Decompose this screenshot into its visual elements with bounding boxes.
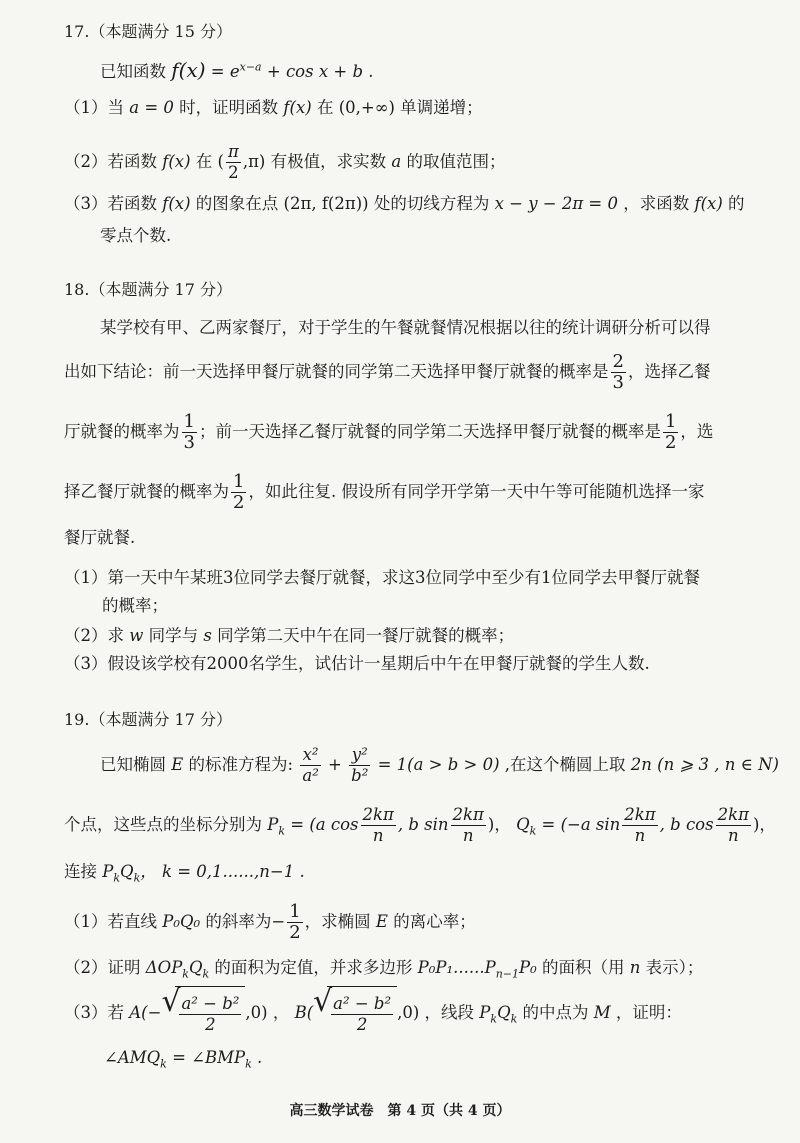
q19-p3-A: A(− bbox=[129, 1003, 162, 1022]
q19-p3-sqrt-a: √ $\frac{\text{a² − b²}}{2}$ bbox=[161, 986, 245, 1041]
q18-para4-text-a: 择乙餐厅就餐的概率为 bbox=[64, 482, 229, 501]
q19-intro: 已知椭圆 E 的标准方程为: $\frac{\text{x²}}{\text{a²}}$ + $\frac{\text{y²}}{\text{b²}}$ = 1(a > b > 0) ,在这个椭圆上取 2n (n ⩾ 3 , n ∈ N) bbox=[100, 745, 779, 785]
q17-p1-fx: f(x) bbox=[283, 98, 312, 117]
q17-p3-tangent: x − y − 2π = 0 bbox=[494, 194, 618, 213]
q17-p2-text-b: 在 bbox=[195, 152, 213, 171]
q19-frac-2kpi-n-d: $\frac{2k\pi}{n}$ bbox=[717, 805, 749, 845]
q17-part3-line2: 零点个数. bbox=[100, 226, 172, 245]
q19-k-range: ， k = 0,1......,n−1 . bbox=[140, 862, 305, 881]
q19-line2-text: 个点，这些点的坐标分别为 bbox=[64, 815, 262, 834]
q19-ellipse-rhs: = 1(a > b > 0) bbox=[372, 755, 500, 774]
q18-para5: 餐厅就餐. bbox=[64, 528, 136, 547]
q17-p1-a0: a = 0 bbox=[129, 98, 174, 117]
q19-frac-2kpi-n-b: $\frac{2k\pi}{n}$ bbox=[452, 805, 484, 845]
q19-PkQk: $P_kQ_k$ bbox=[102, 862, 141, 885]
q18-para4 bbox=[64, 466, 704, 518]
q17-fx: f(x) bbox=[171, 58, 206, 82]
q18-header: 18.（本题满分 17 分） bbox=[64, 280, 232, 299]
q17-intro-text: 已知函数 bbox=[100, 62, 166, 81]
q17-p2-a: a bbox=[391, 152, 402, 171]
q17-p2-text-d: 的取值范围； bbox=[406, 152, 506, 171]
q17-p3-fx: f(x) bbox=[162, 194, 191, 213]
q17-p3-text-b: 的图象在点 bbox=[195, 194, 279, 213]
q18-para3-text-c: ，选 bbox=[680, 422, 714, 441]
q17-p2-interval-end: ,π) bbox=[242, 152, 266, 171]
q18-part3: （3）假设该学校有2000名学生，试估计一星期后中午在甲餐厅就餐的学生人数. bbox=[64, 654, 650, 673]
q19-p3-text-c: 的中点为 bbox=[522, 1003, 589, 1022]
q18-frac-1-3: $\frac{1}{3}$ bbox=[183, 411, 195, 453]
q18-p2-text-c: 同学第二天中午在同一餐厅就餐的概率； bbox=[217, 626, 515, 645]
q17-part1 bbox=[64, 96, 483, 120]
q19-p1-E: E bbox=[375, 912, 388, 931]
q19-p3-text-a: （3）若 bbox=[64, 1003, 124, 1022]
q17-p3-text-d: ，求函数 bbox=[623, 194, 690, 213]
q18-part1-line2: 的概率； bbox=[102, 596, 168, 615]
q19-p2-text-b: 的面积为定值，并求多边形 bbox=[214, 958, 413, 977]
q18-part1: （1）第一天中午某班3位同学去餐厅就餐，求这3位同学中至少有1位同学去甲餐厅就餐 bbox=[64, 568, 700, 587]
q18-para2 bbox=[64, 346, 710, 398]
q19-frac-1-2: $\frac{1}{2}$ bbox=[289, 901, 301, 943]
q18-para1: 某学校有甲、乙两家餐厅，对于学生的午餐就餐情况根据以往的统计调研分析可以得 bbox=[100, 318, 711, 337]
page-footer: 高三数学试卷 第 4 页（共 4 页） bbox=[289, 1103, 511, 1119]
q18-para3 bbox=[64, 406, 713, 458]
q18-para3-text-a: 厅就餐的概率为 bbox=[64, 422, 180, 441]
q19-Qk: $Q_k$ bbox=[516, 815, 537, 838]
q17-p3-text-e: 的 bbox=[728, 194, 745, 213]
q18-para4-text-b: ，如此往复. 假设所有同学开学第一天中午等可能随机选择一家 bbox=[248, 482, 705, 501]
q19-intro-text-c: ,在这个椭圆上取 bbox=[504, 755, 626, 774]
q17-p3-point: (2π, f(2π)) bbox=[283, 194, 369, 213]
q18-para3-text-b: ；前一天选择乙餐厅就餐的同学第二天选择甲餐厅就餐的概率是 bbox=[198, 422, 661, 441]
q19-p2-triangle: $\Delta OP_kQ_k$ bbox=[145, 958, 210, 981]
q17-p3-text-a: （3）若函数 bbox=[64, 194, 157, 213]
q17-p2-text-a: （2）若函数 bbox=[64, 152, 157, 171]
q19-part2 bbox=[64, 956, 703, 980]
q17-eq: = $e^{x-a} + \cos x + b$ . bbox=[210, 60, 374, 81]
q17-intro bbox=[100, 58, 374, 84]
q19-p3-sqrt-b: √ $\frac{\text{a² − b²}}{2}$ bbox=[313, 986, 397, 1041]
q19-p3-M: M bbox=[593, 1003, 611, 1022]
q19-p3-B: B( bbox=[294, 1003, 314, 1022]
q19-part3: （3）若 A(− √ $\frac{\text{a² − b²}}{2}$ ,0) ， B( √ $\frac{\text{a² − b²}}{2}$ ,0) ，线段 $P_kQ_k$ 的中点为 M ，证明： bbox=[64, 986, 682, 1041]
q17-part2: （2）若函数 f(x) 在 ( $\frac{\pi}{2}$ ,π) 有极值，求实数 a 的取值范围； bbox=[64, 142, 506, 182]
q19-header: 19.（本题满分 17 分） bbox=[64, 710, 232, 729]
q18-part2 bbox=[64, 624, 514, 648]
q18-p2-s: s bbox=[203, 626, 212, 645]
q19-frac-y2-b2: $\frac{\text{y²}}{\text{b²}}$ bbox=[351, 745, 369, 785]
q19-p3-PkQk: $P_kQ_k$ bbox=[479, 1003, 518, 1026]
q19-line3 bbox=[64, 860, 305, 884]
q19-Pk: $P_k$ bbox=[267, 815, 286, 838]
q17-p1-text-d: 单调递增； bbox=[400, 98, 483, 117]
q19-p2-text-c: 的面积（用 bbox=[541, 958, 625, 977]
q19-p3-text-d: ，证明： bbox=[615, 1003, 682, 1022]
q19-frac-2kpi-n-c: $\frac{2k\pi}{n}$ bbox=[624, 805, 656, 845]
q19-p1-text-c: ，求椭圆 bbox=[304, 912, 371, 931]
q17-p1-text-c: 在 bbox=[316, 98, 334, 117]
q19-p2-text-d: 表示）； bbox=[645, 958, 704, 977]
q18-frac-2-3: $\frac{2}{3}$ bbox=[612, 351, 624, 393]
q19-E: E bbox=[171, 755, 184, 774]
q17-p1-text-a: （1）当 bbox=[64, 98, 124, 117]
q19-final-equation: $\angle AMQ_k$ = $\angle BMP_k$ . bbox=[104, 1048, 263, 1071]
q18-para2-text-b: ，选择乙餐 bbox=[627, 362, 711, 381]
q19-line2: 个点，这些点的坐标分别为 $P_k = (a$ cos $\frac{2k\pi}{n}$ , b sin $\frac{2k\pi}{n}$ )， $Q_k = (-a$ sin $\frac{2k\pi}{n}$ , b cos $\frac{2k\pi}{n}$ )， bbox=[64, 805, 776, 845]
q18-para2-text-a: 出如下结论：前一天选择甲餐厅就餐的同学第二天选择甲餐厅就餐的概率是 bbox=[64, 362, 609, 381]
q18-p2-text-a: （2）求 bbox=[64, 626, 124, 645]
q19-part1: （1）若直线 P₀Q₀ 的斜率为− $\frac{1}{2}$ ，求椭圆 E 的离心率； bbox=[64, 901, 476, 943]
q17-p2-text-c: 有极值，求实数 bbox=[270, 152, 387, 171]
q19-p2-polygon: $P_0P_1......P_{n-1}P_0$ bbox=[417, 958, 537, 981]
q19-line3-text: 连接 bbox=[64, 862, 97, 881]
q17-p2-frac-pi-2: $\frac{\pi}{2}$ bbox=[227, 142, 239, 182]
q19-p2-n: n bbox=[629, 958, 641, 977]
q19-p3-text-b: ，线段 bbox=[424, 1003, 475, 1022]
q19-frac-x2-a2: $\frac{\text{x²}}{\text{a²}}$ bbox=[302, 745, 319, 785]
q17-p3-fx2: f(x) bbox=[694, 194, 723, 213]
q18-p2-w: w bbox=[129, 626, 144, 645]
q19-intro-text-b: 的标准方程为: bbox=[188, 755, 294, 774]
q19-p1-P0Q0: P₀Q₀ bbox=[162, 912, 201, 931]
q19-p1-text-d: 的离心率； bbox=[393, 912, 476, 931]
q19-frac-2kpi-n-a: $\frac{2k\pi}{n}$ bbox=[362, 805, 394, 845]
q18-frac-1-2b: $\frac{1}{2}$ bbox=[233, 471, 245, 513]
q17-part3 bbox=[64, 192, 745, 216]
q19-count: 2n (n ⩾ 3 , n ∈ N) bbox=[630, 755, 779, 774]
q19-p1-text-a: （1）若直线 bbox=[64, 912, 157, 931]
q17-p2-fx: f(x) bbox=[162, 152, 191, 171]
q19-p2-text-a: （2）证明 bbox=[64, 958, 141, 977]
q19-intro-text-a: 已知椭圆 bbox=[100, 755, 166, 774]
q18-frac-1-2a: $\frac{1}{2}$ bbox=[664, 411, 677, 453]
q17-header: 17.（本题满分 15 分） bbox=[64, 22, 232, 41]
q19-p1-text-b: 的斜率为 bbox=[205, 912, 272, 931]
q17-p1-interval: (0,+∞) bbox=[338, 98, 395, 117]
q17-p1-text-b: 时，证明函数 bbox=[179, 98, 279, 117]
q17-p3-text-c: 处的切线方程为 bbox=[373, 194, 490, 213]
q18-p2-text-b: 同学与 bbox=[148, 626, 199, 645]
